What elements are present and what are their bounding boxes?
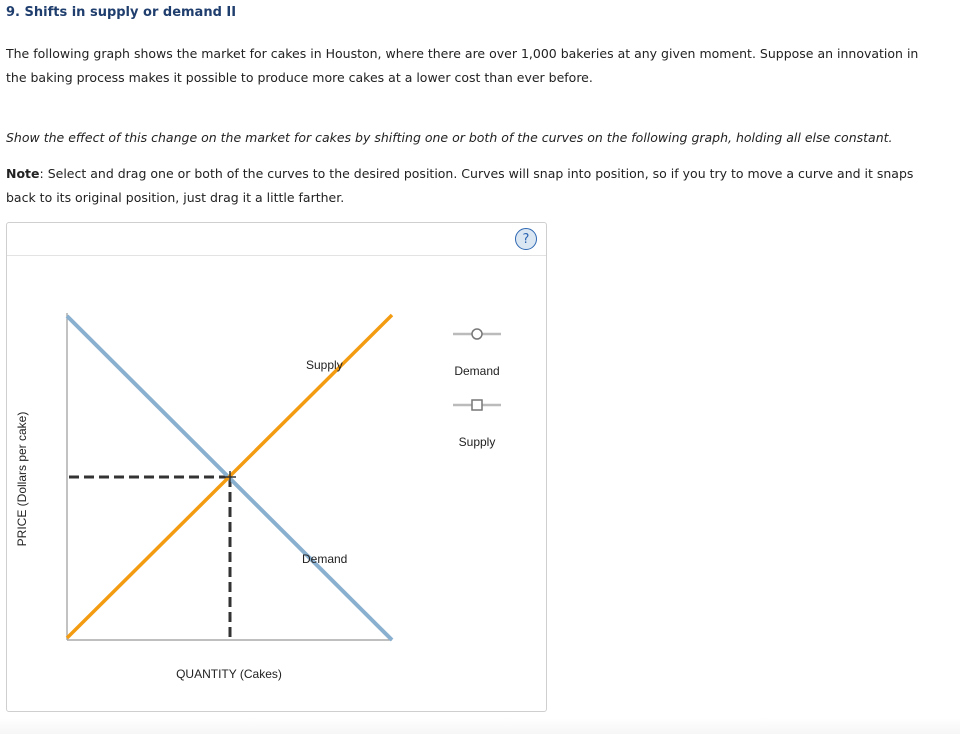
x-axis-label: QUANTITY (Cakes) bbox=[176, 667, 282, 681]
page-bottom-fade bbox=[0, 718, 960, 734]
note-text: Select and drag one or both of the curves to the desired position. Curves will snap into position, so if you try to move a curve and it snaps back to its original position, just drag it a little farther. bbox=[6, 166, 914, 205]
y-axis-label: PRICE (Dollars per cake) bbox=[15, 411, 29, 547]
circle-marker-icon bbox=[472, 329, 482, 339]
supply-curve-label: Supply bbox=[306, 358, 343, 372]
legend-supply-tool[interactable] bbox=[453, 400, 501, 449]
legend-demand-label: Demand bbox=[454, 364, 500, 378]
note-paragraph bbox=[6, 162, 936, 210]
instruction-paragraph: Show the effect of this change on the market for cakes by shifting one or both of the curves on the following graph, holding all else constant. bbox=[6, 130, 893, 145]
help-icon: ? bbox=[522, 231, 530, 247]
legend-supply-label: Supply bbox=[458, 435, 496, 449]
square-marker-icon bbox=[472, 400, 482, 410]
legend-demand-tool[interactable] bbox=[453, 329, 501, 378]
note-colon: : bbox=[39, 166, 44, 181]
graph-canvas bbox=[7, 223, 546, 711]
graph-panel bbox=[6, 222, 547, 712]
demand-curve-label: Demand bbox=[302, 552, 348, 566]
note-label: Note bbox=[6, 166, 40, 181]
question-title: 9. Shifts in supply or demand II bbox=[6, 5, 237, 20]
intro-paragraph: The following graph shows the market for cakes in Houston, where there are over 1,000 bakeries at any given moment. Suppose an innovation in the baking process makes it possible to produce more cakes at a lower cost than ever before. bbox=[6, 46, 919, 85]
